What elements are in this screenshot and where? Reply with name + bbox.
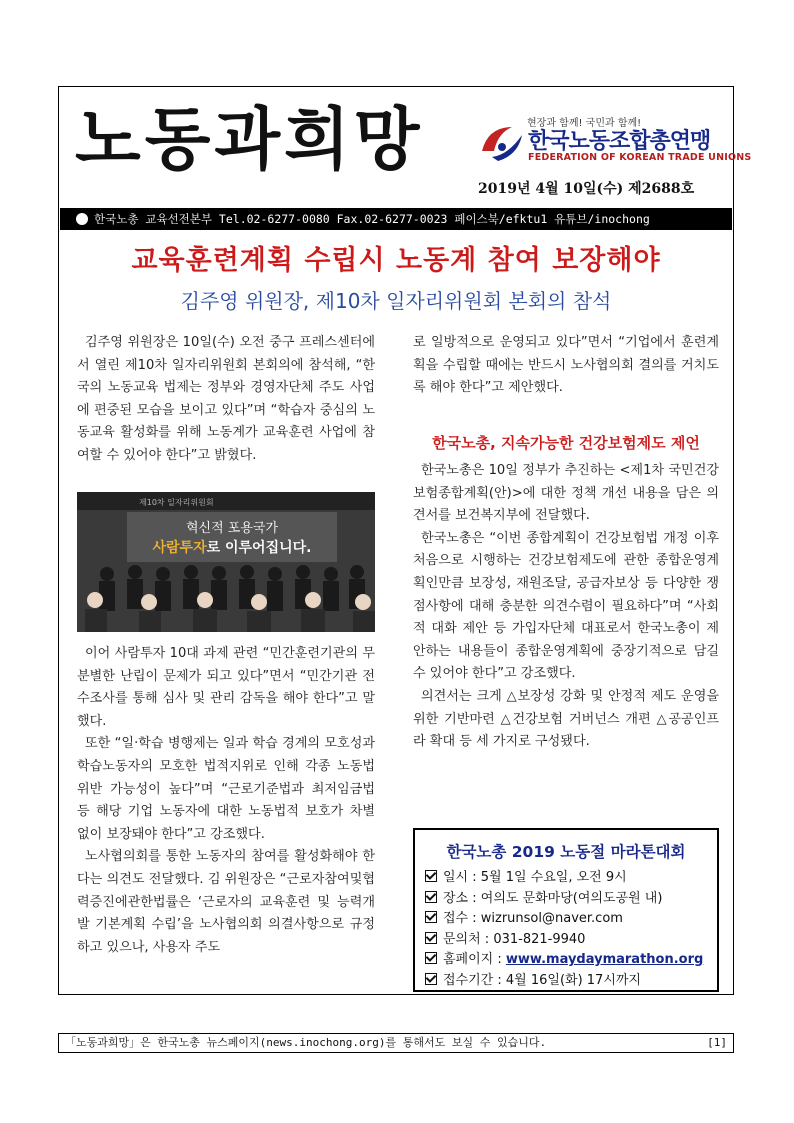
list-item: 일시 : 5월 1일 수요일, 오전 9시 [425,868,703,889]
checkbox-icon [425,911,437,923]
right-column-body [413,460,719,754]
checkbox-icon [425,952,437,964]
right-column-top [413,332,719,400]
headline: 교육훈련계획 수립시 노동계 참여 보장해야 [131,245,661,276]
contact-text: 한국노총 교육선전본부 Tel.02-6277-0080 Fax.02-6277-0023 페이스북/efktu1 유튜브/inochong [94,212,650,226]
event-photo [77,492,375,632]
list-item: 장소 : 여의도 문화마당(여의도공원 내) [425,889,703,910]
checkbox-icon [425,870,437,882]
org-name-english: FEDERATION OF KOREAN TRADE UNIONS [528,152,752,163]
newsletter-title: 노동과희망 [75,100,424,180]
bullet-icon [76,213,88,225]
photo-banner-line2: 로 이루어집니다. [206,540,312,556]
subheadline: 김주영 위원장, 제10차 일자리위원회 본회의 참석 [180,289,612,313]
marathon-info-box [413,828,719,992]
paragraph: 한국노총은 10일 정부가 추진하는 <제1차 국민건강보험종합계획(안)>에 대한 정책 개선 내용을 담은 의견서를 보건복지부에 전달했다. [413,463,719,524]
photo-image [77,492,375,632]
page-number: [1] [707,1036,727,1049]
footer-bar [58,1033,734,1053]
photo-banner-line1: 혁신적 포용국가 [185,521,279,536]
fktu-logo-icon [478,121,526,165]
paragraph: 이어 사람투자 10대 과제 관련 “민간훈련기관의 무분별한 난립이 문제가 되고 있다”면서 “민간기관 전수조사를 통해 심사 및 관리 감독을 해야 한다”고 말했다. [77,646,375,729]
paragraph: 로 일방적으로 운영되고 있다”면서 “기업에서 훈련계획을 수립할 때에는 반드시 노사협의회 결의를 거치도록 해야 한다”고 제안했다. [413,335,719,396]
marathon-details-list [425,868,703,991]
marathon-title: 한국노총 2019 노동절 마라톤대회 [446,843,686,861]
svg-text:사람투자로 이루어집니다. [153,539,312,556]
checkbox-icon [425,891,437,903]
paragraph: 김주영 위원장은 10일(수) 오전 중구 프레스센터에서 열린 제10차 일자리위원회 본회의에 참석해, “한국의 노동교육 법제는 정부와 경영자단체 주도 사업에 편중된 모습을 보이고 있다”며 “학습자 중심의 노동교육 활성화를 위해 노동계가 교육훈련 사업에 참여할 수 있어야 한다”고 밝혔다. [77,335,375,463]
left-column-bottom [77,643,375,959]
checkbox-icon [425,932,437,944]
footer-text: 「노동과희망」은 한국노총 뉴스페이지(news.inochong.org)를 통해서도 보실 수 있습니다. [65,1036,547,1049]
list-item: 접수기간 : 4월 16일(화) 17시까지 [425,971,703,992]
issue-date: 2019년 4월 10일(수) 제2688호 [478,181,695,197]
checkbox-icon [425,973,437,985]
section-title: 한국노총, 지속가능한 건강보험제도 제언 [432,434,700,452]
list-item: 홈페이지 : www.maydaymarathon.org [425,950,703,971]
left-column-top [77,332,375,468]
contact-bar [60,208,732,230]
list-item: 접수 : wizrunsol@naver.com [425,909,703,930]
paragraph: 노사협의회를 통한 노동자의 참여를 활성화해야 한다는 의견도 전달했다. 김 위원장은 “근로자참여및협력증진에관한법률은 ‘근로자의 교육훈련 및 능력개발 기본계획 수립’을 노사협의회 의결사항으로 규정하고 있으나, 사용자 주도 [77,849,375,955]
paragraph: 또한 “일·학습 병행제는 일과 학습 경계의 모호성과 학습노동자의 모호한 법적지위로 인해 각종 노동법 위반 가능성이 높다”며 “근로기준법과 최저임금법 등 해당 기업 노동자에 대한 노동법적 보호가 차별 없이 보장돼야 한다”고 강조했다. [77,736,375,842]
org-slogan: 현장과 함께! 국민과 함께! [527,118,642,129]
paragraph: 의견서는 크게 △보장성 강화 및 안정적 제도 운영을 위한 기반마련 △건강보험 거버넌스 개편 △공공인프라 확대 등 세 가지로 구성됐다. [413,688,719,750]
photo-banner-highlight: 사람투자 [152,540,207,556]
list-item: 문의처 : 031-821-9940 [425,930,703,951]
org-name: 한국노동조합총연맹 [528,129,711,154]
paragraph: 한국노총은 “이번 종합계획이 건강보험법 개정 이후 처음으로 시행하는 건강보험제도에 관한 종합운영계획인만큼 보장성, 재원조달, 공급자보상 등 다양한 쟁점사항에 대해 충분한 의견수렴이 필요하다”며 “사회적 대화 제안 등 가입자단체 대표로서 한국노총이 제안하는 내용들이 종합운영계획에 중장기적으로 담길 수 있어야 한다”고 강조했다. [413,530,719,682]
photo-header-text: 제10차 일자리위원회 [139,498,214,507]
homepage-link[interactable]: www.maydaymarathon.org [505,952,704,967]
